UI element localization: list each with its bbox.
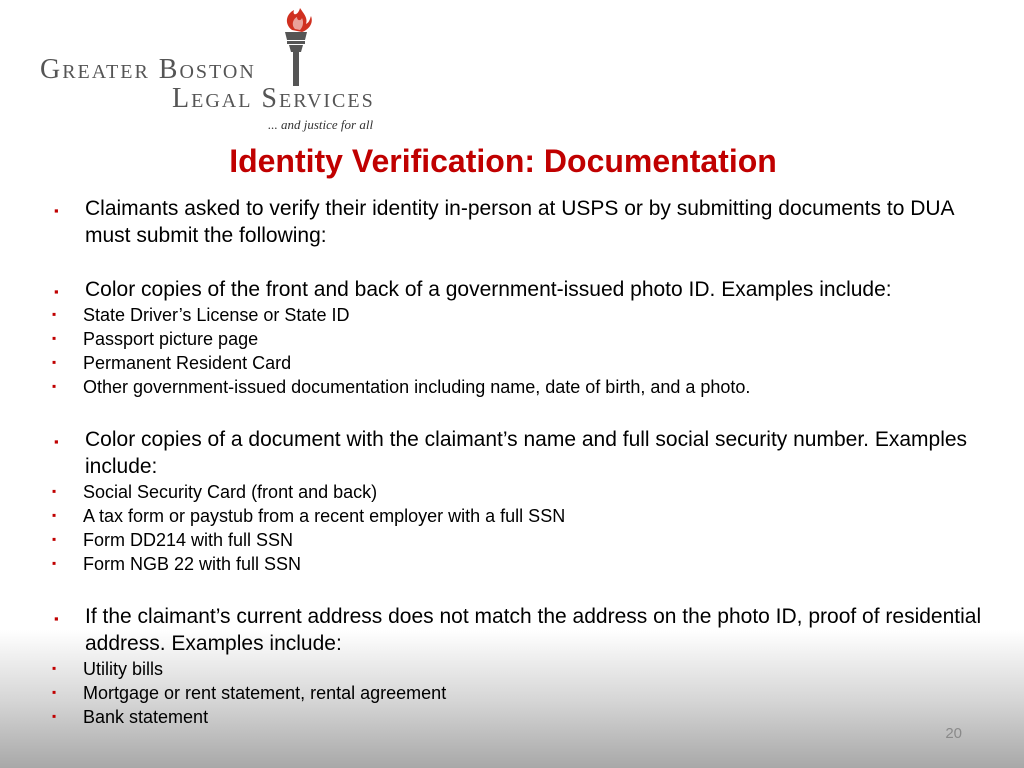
sub-item-text: Social Security Card (front and back) xyxy=(83,482,378,502)
bullet-list xyxy=(52,195,982,729)
bullet-text: Claimants asked to verify their identity in-person at USPS or by submitting documents to DUA must submit the following: xyxy=(85,197,954,247)
sub-item xyxy=(52,681,982,705)
bullet-item-1 xyxy=(52,195,982,249)
sub-item xyxy=(52,480,982,504)
sub-item-text: A tax form or paystub from a recent employer with a full SSN xyxy=(83,506,566,526)
bullet-text: If the claimant’s current address does not match the address on the photo ID, proof of residential address. Examples include: xyxy=(85,605,982,655)
sub-item xyxy=(52,303,982,327)
logo-line-2: Legal Services xyxy=(172,83,375,114)
sub-list xyxy=(52,303,982,399)
logo-line-1: Greater Boston xyxy=(40,54,256,85)
bullet-item-2 xyxy=(52,276,982,303)
sub-item xyxy=(52,705,982,729)
gbls-logo xyxy=(40,4,400,136)
slide-title: Identity Verification: Documentation xyxy=(229,143,777,179)
sub-item-text: State Driver’s License or State ID xyxy=(83,305,350,325)
sub-item xyxy=(52,351,982,375)
bullet-icon: ▪ xyxy=(52,556,57,570)
sub-item-text: Form DD214 with full SSN xyxy=(83,530,294,550)
sub-item-text: Other government-issued documentation including name, date of birth, and a photo. xyxy=(83,377,751,397)
torch-icon xyxy=(278,4,314,88)
logo-tagline: ... and justice for all xyxy=(268,117,374,132)
sub-item xyxy=(52,504,982,528)
bullet-icon: ▪ xyxy=(52,661,57,675)
sub-list xyxy=(52,657,982,729)
bullet-icon: ▪ xyxy=(54,611,59,626)
bullet-item-3 xyxy=(52,426,982,480)
sub-item xyxy=(52,327,982,351)
page-number: 20 xyxy=(945,725,962,742)
sub-item-text: Utility bills xyxy=(83,659,164,679)
sub-item-text: Form NGB 22 with full SSN xyxy=(83,554,302,574)
bullet-icon: ▪ xyxy=(52,355,57,369)
sub-item xyxy=(52,657,982,681)
sub-list xyxy=(52,480,982,576)
bullet-icon: ▪ xyxy=(52,532,57,546)
bullet-icon: ▪ xyxy=(52,709,57,723)
sub-item-text: Permanent Resident Card xyxy=(83,353,292,373)
bullet-icon: ▪ xyxy=(54,284,59,299)
bullet-text: Color copies of the front and back of a government-issued photo ID. Examples include: xyxy=(85,278,892,301)
bullet-icon: ▪ xyxy=(52,379,57,393)
bullet-icon: ▪ xyxy=(54,203,59,218)
bullet-icon: ▪ xyxy=(52,307,57,321)
sub-item xyxy=(52,528,982,552)
sub-item-text: Passport picture page xyxy=(83,329,259,349)
bullet-item-4 xyxy=(52,603,982,657)
bullet-icon: ▪ xyxy=(52,331,57,345)
bullet-text: Color copies of a document with the claimant’s name and full social security number. Examples include: xyxy=(85,428,968,478)
bullet-icon: ▪ xyxy=(52,685,57,699)
sub-item-text: Bank statement xyxy=(83,707,209,727)
bullet-icon: ▪ xyxy=(54,434,59,449)
sub-item-text: Mortgage or rent statement, rental agreement xyxy=(83,683,447,703)
bullet-icon: ▪ xyxy=(52,484,57,498)
sub-item xyxy=(52,552,982,576)
bullet-icon: ▪ xyxy=(52,508,57,522)
sub-item xyxy=(52,375,982,399)
